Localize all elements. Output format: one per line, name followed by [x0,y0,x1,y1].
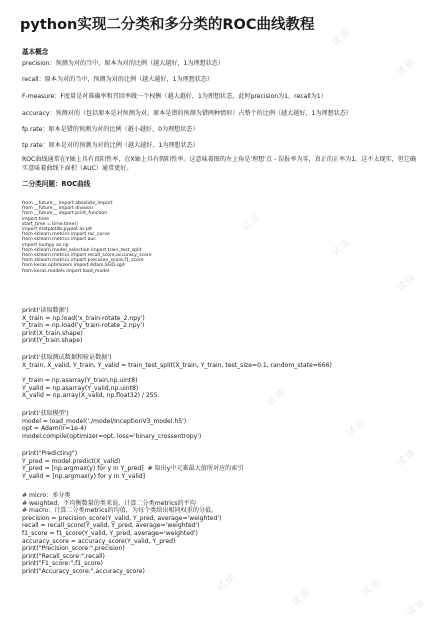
definition-recall: recall：原本为对的当中，预测为对的比例（越大越好，1为理想状态） [22,76,214,83]
code-imports: from __future__ import absolute_import from __future__ import division from __future__ import print_function import time start_time = time.time() import matplotlib.pyplot as plt from sklearn.metrics import roc_curve from sklearn.metrics import auc import numpy as np from sklearn.model_selection import train_test_split from sklearn.metrics import recall_score,accuracy_score from sklearn.metrics import precision_score,f1_score from keras.optimizers import Adam,SGD,sgd from keras.models import load_model [22,201,152,274]
roc-description: ROC曲线通常在Y轴上具有真阳性率，在X轴上具有假阳性率。这意味着图的左上角是'理想'点 - 误报率为零，真正的正率为1。这不太现实，但它确实意味着曲线下面积（AUC）通常更好。 [22,156,417,172]
section-heading-basic: 基本概念 [22,48,49,56]
definition-tp-rate: tp rate：原本是对的预测为对的比例（越大越好，1为理想状态） [22,142,199,149]
watermark: 试读 [265,386,289,409]
section-heading-binary-roc: 二分类问题：ROC曲线 [22,180,91,188]
code-load-data: print('读取数据') X_train = np.load('x_train-rotate_2.npy') Y_train = np.load('y_train-rotate_2.npy') print(X_train.shape) print(Y_train.shape) [22,307,145,345]
code-metrics: # micro：多分类 # weighted：不均衡数量的类来说，计算二分类metrics的平均 # macro：计算二分类metrics的均值，为每个类给出相同权重的分值。 precision = precision_score(Y_valid, Y_pred, average='weighted') recall = recall_score(Y_valid, Y_pred, average='weighted') f1_score = f1_score(Y_valid, Y_pred, average='weighted') accuracy_score = accuracy_score(Y_valid, Y_pred) print("Precision_score:",precision) print("Recall_score:",recall) print("F1_score:",f1_score) print("Accuracy_score:",accuracy_score) [22,492,222,575]
watermark: 试读 [395,56,419,79]
watermark: 试读 [240,211,264,234]
code-predict: print("Predicting") Y_pred = model.predict(X_valid) Y_pred = [np.argmax(y) for y in Y_pred] # 取出y中元素最大值所对应的索引 Y_valid = [np.argmax(y) for y in Y_valid] [22,450,244,480]
definition-accuracy: accuracy：预测对的（包括原本是对预测为对，原本是错的预测为错两种情形）占整个的比例（越大越好，1为理想状态） [22,110,352,117]
watermark: 试读 [360,576,384,599]
watermark: 试读 [395,446,419,469]
watermark: 试读 [330,26,354,49]
definition-precision: precision：预测为对的当中，原本为对的比例（越大越好，1为理想状态） [22,60,224,67]
watermark: 试读 [330,236,354,259]
watermark: 试读 [215,571,239,594]
watermark: 试读 [290,586,314,609]
watermark: 试读 [345,416,369,439]
watermark: 试读 [405,596,429,619]
code-split-data: print('获取测试数据和验证数据') X_train, X_valid, Y_train, Y_valid = train_test_split(X_train, Y_train, test_size=0.1, random_state=666) [22,354,332,369]
page-title: python实现二分类和多分类的ROC曲线教程 [20,17,315,33]
definition-fp-rate: fp rate：原本是错的预测为对的比例（越小越好，0为理想状态） [22,126,199,133]
definition-f-measure: F-measure：F度量是对准确率和召回率做一个权衡（越大越好，1为理想状态，此时precision为1，recall为1） [22,93,327,100]
code-load-model: print('获取模型') model = load_model('./model/InceptionV3_model.h5') opt = Adam(lr=1e-4) model.compile(optimizer=opt, loss='binary_crossentropy') [22,410,202,440]
code-convert-arrays: Y_train = np.asarray(Y_train,np.uint8) Y_valid = np.asarray(Y_valid,np.uint8) X_valid = np.array(X_valid, np.float32) / 255. [22,377,160,400]
watermark: 试读 [395,271,419,294]
